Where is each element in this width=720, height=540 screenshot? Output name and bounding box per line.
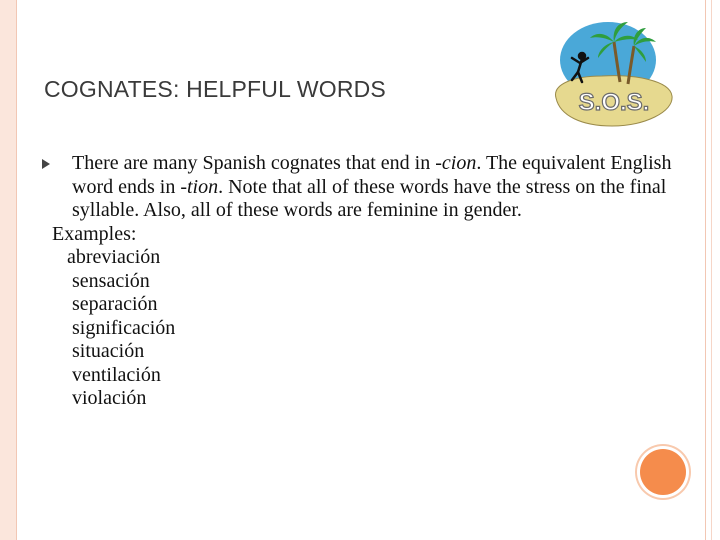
decorative-orange-circle: [640, 449, 686, 495]
list-item: situación: [72, 340, 145, 362]
examples-label: Examples:: [52, 222, 137, 245]
sos-logo-text: S.O.S.: [578, 89, 650, 116]
slide-frame-left-line: [16, 0, 17, 540]
slide-title: COGNATES: HELPFUL WORDS: [44, 76, 386, 102]
list-item: separación: [72, 293, 158, 315]
list-item: sensación: [72, 269, 150, 292]
bullet-paragraph: [52, 152, 692, 223]
bullet-text-part-3: . Note that all of these words have the stress on the final syllable. Also, all of these words are feminine in gender.: [72, 175, 667, 221]
list-item: abreviación: [67, 246, 161, 268]
bullet-text-part-1: There are many Spanish cognates that end in: [72, 152, 436, 174]
list-item: violación: [72, 387, 147, 409]
bullet-text-part-2: . The equivalent English word ends in: [72, 152, 672, 198]
list-item: significación: [72, 316, 176, 339]
suffix-cion: -cion: [435, 152, 477, 174]
bullet-icon: [40, 158, 52, 170]
slide-frame-left: [0, 0, 16, 540]
sos-island-icon: [548, 14, 678, 132]
slide-body: [52, 152, 692, 411]
slide-frame-right-line-outer: [711, 0, 712, 540]
slide-frame-right-line: [705, 0, 706, 540]
list-item: ventilación: [72, 363, 161, 386]
suffix-tion: -tion: [180, 175, 219, 198]
examples-list: [52, 246, 692, 411]
